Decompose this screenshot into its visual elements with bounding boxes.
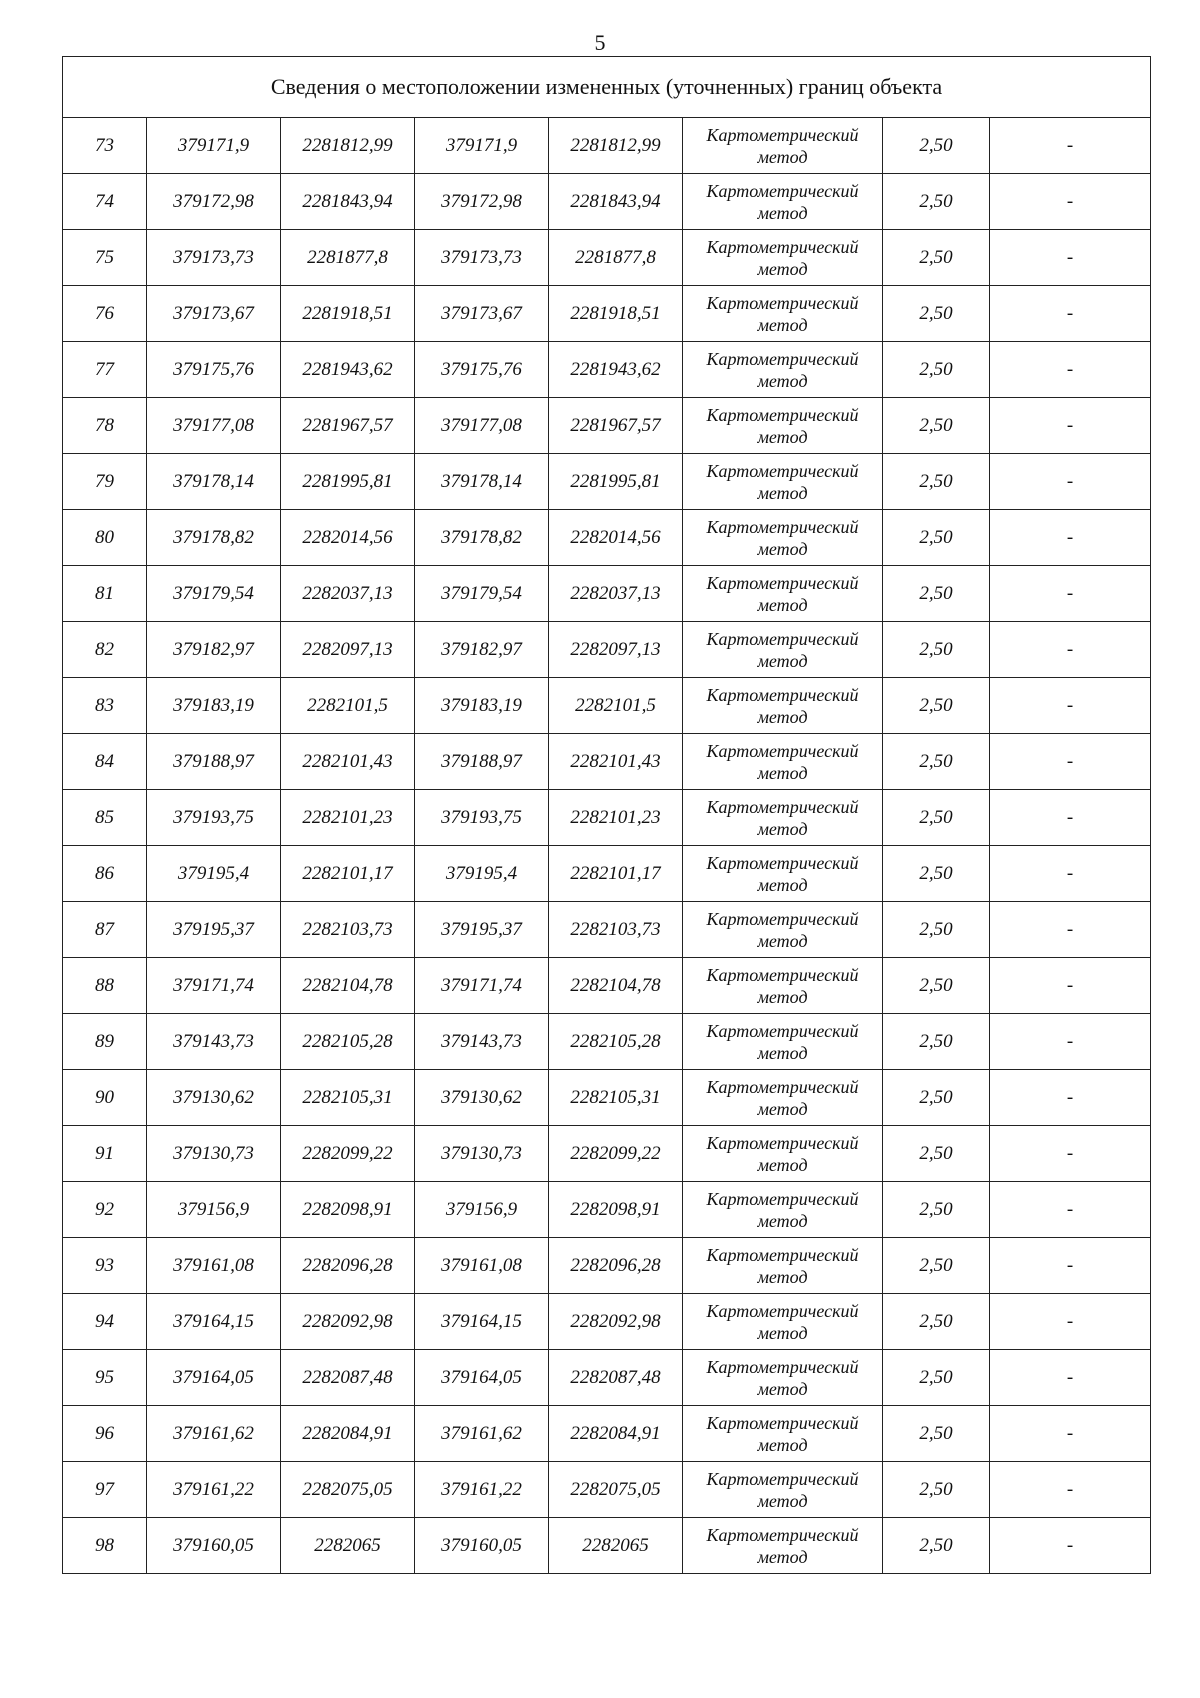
- method-cell: [683, 118, 883, 174]
- old-x-cell: 379179,54: [147, 566, 281, 622]
- old-y-cell: 2282084,91: [281, 1406, 415, 1462]
- accuracy-cell: 2,50: [883, 902, 990, 958]
- method-line-2: метод: [757, 650, 808, 671]
- new-y-cell: 2282097,13: [549, 622, 683, 678]
- old-y-cell: 2281877,8: [281, 230, 415, 286]
- new-x-cell: 379188,97: [415, 734, 549, 790]
- description-cell: -: [990, 790, 1151, 846]
- old-y-cell: 2282065: [281, 1518, 415, 1574]
- method-line-2: метод: [757, 930, 808, 951]
- old-y-cell: 2281995,81: [281, 454, 415, 510]
- method-line-1: Картометрический: [706, 964, 859, 985]
- method-line-1: Картометрический: [706, 1356, 859, 1377]
- new-y-cell: 2282014,56: [549, 510, 683, 566]
- description-cell: -: [990, 566, 1151, 622]
- old-y-cell: 2282101,23: [281, 790, 415, 846]
- old-y-cell: 2282098,91: [281, 1182, 415, 1238]
- accuracy-cell: 2,50: [883, 174, 990, 230]
- old-x-cell: 379164,05: [147, 1350, 281, 1406]
- old-x-cell: 379183,19: [147, 678, 281, 734]
- method-line-1: Картометрический: [706, 684, 859, 705]
- table-row: [63, 622, 1151, 678]
- table-row: [63, 678, 1151, 734]
- point-number-cell: 98: [63, 1518, 147, 1574]
- new-x-cell: 379178,14: [415, 454, 549, 510]
- method-line-1: Картометрический: [706, 796, 859, 817]
- method-line-2: метод: [757, 314, 808, 335]
- old-x-cell: 379164,15: [147, 1294, 281, 1350]
- method-line-2: метод: [757, 1378, 808, 1399]
- new-y-cell: 2282101,17: [549, 846, 683, 902]
- description-cell: -: [990, 1406, 1151, 1462]
- point-number-cell: 78: [63, 398, 147, 454]
- method-cell: [683, 1294, 883, 1350]
- new-y-cell: 2282087,48: [549, 1350, 683, 1406]
- old-y-cell: 2282105,31: [281, 1070, 415, 1126]
- method-line-1: Картометрический: [706, 1524, 859, 1545]
- method-line-1: Картометрический: [706, 236, 859, 257]
- description-cell: -: [990, 510, 1151, 566]
- table-row: [63, 566, 1151, 622]
- old-y-cell: 2282075,05: [281, 1462, 415, 1518]
- table-row: [63, 1518, 1151, 1574]
- point-number-cell: 74: [63, 174, 147, 230]
- point-number-cell: 93: [63, 1238, 147, 1294]
- point-number-cell: 88: [63, 958, 147, 1014]
- old-y-cell: 2282103,73: [281, 902, 415, 958]
- accuracy-cell: 2,50: [883, 454, 990, 510]
- table-title-row: [63, 57, 1151, 118]
- table-row: [63, 230, 1151, 286]
- method-line-1: Картометрический: [706, 124, 859, 145]
- method-line-1: Картометрический: [706, 572, 859, 593]
- method-line-2: метод: [757, 874, 808, 895]
- point-number-cell: 83: [63, 678, 147, 734]
- old-x-cell: 379130,73: [147, 1126, 281, 1182]
- old-y-cell: 2282104,78: [281, 958, 415, 1014]
- old-x-cell: 379161,62: [147, 1406, 281, 1462]
- new-y-cell: 2282105,31: [549, 1070, 683, 1126]
- new-x-cell: 379193,75: [415, 790, 549, 846]
- old-x-cell: 379182,97: [147, 622, 281, 678]
- point-number-cell: 92: [63, 1182, 147, 1238]
- old-x-cell: 379156,9: [147, 1182, 281, 1238]
- table-row: [63, 958, 1151, 1014]
- method-cell: [683, 1126, 883, 1182]
- old-x-cell: 379178,14: [147, 454, 281, 510]
- method-cell: [683, 342, 883, 398]
- method-cell: [683, 510, 883, 566]
- method-line-2: метод: [757, 482, 808, 503]
- method-line-2: метод: [757, 1434, 808, 1455]
- description-cell: -: [990, 1350, 1151, 1406]
- point-number-cell: 94: [63, 1294, 147, 1350]
- accuracy-cell: 2,50: [883, 958, 990, 1014]
- old-x-cell: 379195,37: [147, 902, 281, 958]
- method-cell: [683, 1518, 883, 1574]
- method-line-2: метод: [757, 762, 808, 783]
- old-x-cell: 379173,73: [147, 230, 281, 286]
- new-x-cell: 379160,05: [415, 1518, 549, 1574]
- new-x-cell: 379171,9: [415, 118, 549, 174]
- method-line-1: Картометрический: [706, 1468, 859, 1489]
- method-line-1: Картометрический: [706, 1300, 859, 1321]
- description-cell: -: [990, 678, 1151, 734]
- new-x-cell: 379130,73: [415, 1126, 549, 1182]
- table-row: [63, 790, 1151, 846]
- new-y-cell: 2282103,73: [549, 902, 683, 958]
- description-cell: -: [990, 118, 1151, 174]
- old-y-cell: 2281967,57: [281, 398, 415, 454]
- description-cell: -: [990, 1294, 1151, 1350]
- description-cell: -: [990, 1126, 1151, 1182]
- accuracy-cell: 2,50: [883, 230, 990, 286]
- description-cell: -: [990, 734, 1151, 790]
- table-row: [63, 174, 1151, 230]
- new-y-cell: 2282101,23: [549, 790, 683, 846]
- new-y-cell: 2281877,8: [549, 230, 683, 286]
- point-number-cell: 89: [63, 1014, 147, 1070]
- point-number-cell: 86: [63, 846, 147, 902]
- new-x-cell: 379175,76: [415, 342, 549, 398]
- accuracy-cell: 2,50: [883, 1182, 990, 1238]
- new-y-cell: 2282105,28: [549, 1014, 683, 1070]
- method-line-1: Картометрический: [706, 1244, 859, 1265]
- method-line-1: Картометрический: [706, 852, 859, 873]
- method-line-2: метод: [757, 706, 808, 727]
- new-y-cell: 2281843,94: [549, 174, 683, 230]
- table-row: [63, 1406, 1151, 1462]
- old-x-cell: 379160,05: [147, 1518, 281, 1574]
- new-y-cell: 2282037,13: [549, 566, 683, 622]
- new-x-cell: 379161,62: [415, 1406, 549, 1462]
- old-x-cell: 379161,22: [147, 1462, 281, 1518]
- method-line-2: метод: [757, 202, 808, 223]
- accuracy-cell: 2,50: [883, 1350, 990, 1406]
- accuracy-cell: 2,50: [883, 622, 990, 678]
- method-line-2: метод: [757, 1266, 808, 1287]
- old-y-cell: 2282101,17: [281, 846, 415, 902]
- accuracy-cell: 2,50: [883, 1406, 990, 1462]
- method-line-1: Картометрический: [706, 908, 859, 929]
- old-x-cell: 379177,08: [147, 398, 281, 454]
- table-row: [63, 118, 1151, 174]
- method-line-2: метод: [757, 538, 808, 559]
- old-y-cell: 2281918,51: [281, 286, 415, 342]
- table-row: [63, 1070, 1151, 1126]
- table-row: [63, 1182, 1151, 1238]
- method-cell: [683, 1238, 883, 1294]
- old-x-cell: 379161,08: [147, 1238, 281, 1294]
- boundary-coordinates-table: [62, 56, 1151, 1574]
- point-number-cell: 90: [63, 1070, 147, 1126]
- method-line-1: Картометрический: [706, 516, 859, 537]
- old-x-cell: 379172,98: [147, 174, 281, 230]
- accuracy-cell: 2,50: [883, 678, 990, 734]
- table-row: [63, 398, 1151, 454]
- new-x-cell: 379161,22: [415, 1462, 549, 1518]
- table-row: [63, 510, 1151, 566]
- table-row: [63, 734, 1151, 790]
- new-x-cell: 379182,97: [415, 622, 549, 678]
- accuracy-cell: 2,50: [883, 1238, 990, 1294]
- description-cell: -: [990, 1070, 1151, 1126]
- old-y-cell: 2281812,99: [281, 118, 415, 174]
- table-row: [63, 1350, 1151, 1406]
- old-x-cell: 379178,82: [147, 510, 281, 566]
- table-row: [63, 454, 1151, 510]
- table-row: [63, 1126, 1151, 1182]
- new-y-cell: 2282065: [549, 1518, 683, 1574]
- old-x-cell: 379171,9: [147, 118, 281, 174]
- description-cell: -: [990, 174, 1151, 230]
- new-x-cell: 379164,15: [415, 1294, 549, 1350]
- new-y-cell: 2281995,81: [549, 454, 683, 510]
- old-x-cell: 379130,62: [147, 1070, 281, 1126]
- old-x-cell: 379195,4: [147, 846, 281, 902]
- accuracy-cell: 2,50: [883, 398, 990, 454]
- description-cell: -: [990, 454, 1151, 510]
- method-cell: [683, 846, 883, 902]
- new-x-cell: 379172,98: [415, 174, 549, 230]
- method-line-2: метод: [757, 818, 808, 839]
- new-y-cell: 2282104,78: [549, 958, 683, 1014]
- old-x-cell: 379188,97: [147, 734, 281, 790]
- method-cell: [683, 286, 883, 342]
- old-x-cell: 379173,67: [147, 286, 281, 342]
- method-line-2: метод: [757, 594, 808, 615]
- description-cell: -: [990, 286, 1151, 342]
- new-y-cell: 2281812,99: [549, 118, 683, 174]
- old-x-cell: 379143,73: [147, 1014, 281, 1070]
- method-line-2: метод: [757, 426, 808, 447]
- accuracy-cell: 2,50: [883, 1014, 990, 1070]
- table-row: [63, 1238, 1151, 1294]
- new-y-cell: 2282084,91: [549, 1406, 683, 1462]
- description-cell: -: [990, 846, 1151, 902]
- new-x-cell: 379173,67: [415, 286, 549, 342]
- description-cell: -: [990, 1238, 1151, 1294]
- page-number: 5: [594, 30, 606, 55]
- point-number-cell: 77: [63, 342, 147, 398]
- old-y-cell: 2281843,94: [281, 174, 415, 230]
- new-x-cell: 379195,4: [415, 846, 549, 902]
- description-cell: -: [990, 1182, 1151, 1238]
- table-title: Сведения о местоположении измененных (уточненных) границ объекта: [63, 57, 1151, 118]
- new-y-cell: 2281943,62: [549, 342, 683, 398]
- method-line-1: Картометрический: [706, 740, 859, 761]
- description-cell: -: [990, 1014, 1151, 1070]
- point-number-cell: 96: [63, 1406, 147, 1462]
- old-x-cell: 379171,74: [147, 958, 281, 1014]
- table-row: [63, 286, 1151, 342]
- point-number-cell: 76: [63, 286, 147, 342]
- accuracy-cell: 2,50: [883, 510, 990, 566]
- method-cell: [683, 230, 883, 286]
- accuracy-cell: 2,50: [883, 1294, 990, 1350]
- method-cell: [683, 1350, 883, 1406]
- method-cell: [683, 902, 883, 958]
- method-cell: [683, 678, 883, 734]
- point-number-cell: 91: [63, 1126, 147, 1182]
- method-line-1: Картометрический: [706, 1076, 859, 1097]
- accuracy-cell: 2,50: [883, 118, 990, 174]
- point-number-cell: 82: [63, 622, 147, 678]
- method-line-2: метод: [757, 1154, 808, 1175]
- table-row: [63, 902, 1151, 958]
- new-y-cell: 2282075,05: [549, 1462, 683, 1518]
- new-y-cell: 2282099,22: [549, 1126, 683, 1182]
- method-line-1: Картометрический: [706, 460, 859, 481]
- description-cell: -: [990, 398, 1151, 454]
- point-number-cell: 97: [63, 1462, 147, 1518]
- method-cell: [683, 958, 883, 1014]
- old-y-cell: 2282099,22: [281, 1126, 415, 1182]
- method-cell: [683, 1406, 883, 1462]
- new-x-cell: 379156,9: [415, 1182, 549, 1238]
- method-cell: [683, 734, 883, 790]
- accuracy-cell: 2,50: [883, 342, 990, 398]
- method-line-2: метод: [757, 1490, 808, 1511]
- method-cell: [683, 454, 883, 510]
- method-line-2: метод: [757, 1210, 808, 1231]
- description-cell: -: [990, 1462, 1151, 1518]
- table-row: [63, 1462, 1151, 1518]
- description-cell: -: [990, 902, 1151, 958]
- method-cell: [683, 1182, 883, 1238]
- accuracy-cell: 2,50: [883, 286, 990, 342]
- method-cell: [683, 1014, 883, 1070]
- old-x-cell: 379175,76: [147, 342, 281, 398]
- method-line-2: метод: [757, 1546, 808, 1567]
- point-number-cell: 75: [63, 230, 147, 286]
- accuracy-cell: 2,50: [883, 1126, 990, 1182]
- accuracy-cell: 2,50: [883, 566, 990, 622]
- point-number-cell: 87: [63, 902, 147, 958]
- point-number-cell: 81: [63, 566, 147, 622]
- new-y-cell: 2281918,51: [549, 286, 683, 342]
- old-y-cell: 2282037,13: [281, 566, 415, 622]
- method-line-2: метод: [757, 986, 808, 1007]
- method-line-1: Картометрический: [706, 292, 859, 313]
- method-cell: [683, 790, 883, 846]
- new-y-cell: 2282096,28: [549, 1238, 683, 1294]
- new-x-cell: 379164,05: [415, 1350, 549, 1406]
- method-line-2: метод: [757, 1322, 808, 1343]
- accuracy-cell: 2,50: [883, 846, 990, 902]
- point-number-cell: 95: [63, 1350, 147, 1406]
- method-line-2: метод: [757, 1042, 808, 1063]
- method-cell: [683, 1462, 883, 1518]
- table-row: [63, 1294, 1151, 1350]
- method-line-1: Картометрический: [706, 1020, 859, 1041]
- old-y-cell: 2282101,5: [281, 678, 415, 734]
- new-y-cell: 2282101,43: [549, 734, 683, 790]
- old-y-cell: 2282105,28: [281, 1014, 415, 1070]
- description-cell: -: [990, 958, 1151, 1014]
- point-number-cell: 80: [63, 510, 147, 566]
- method-line-2: метод: [757, 258, 808, 279]
- new-x-cell: 379171,74: [415, 958, 549, 1014]
- new-y-cell: 2282101,5: [549, 678, 683, 734]
- old-y-cell: 2281943,62: [281, 342, 415, 398]
- point-number-cell: 84: [63, 734, 147, 790]
- new-y-cell: 2282098,91: [549, 1182, 683, 1238]
- description-cell: -: [990, 342, 1151, 398]
- accuracy-cell: 2,50: [883, 790, 990, 846]
- new-x-cell: 379179,54: [415, 566, 549, 622]
- accuracy-cell: 2,50: [883, 1518, 990, 1574]
- method-line-1: Картометрический: [706, 404, 859, 425]
- point-number-cell: 73: [63, 118, 147, 174]
- method-line-1: Картометрический: [706, 348, 859, 369]
- new-x-cell: 379173,73: [415, 230, 549, 286]
- new-y-cell: 2282092,98: [549, 1294, 683, 1350]
- old-y-cell: 2282014,56: [281, 510, 415, 566]
- new-y-cell: 2281967,57: [549, 398, 683, 454]
- accuracy-cell: 2,50: [883, 1462, 990, 1518]
- new-x-cell: 379178,82: [415, 510, 549, 566]
- method-line-1: Картометрический: [706, 1132, 859, 1153]
- method-line-2: метод: [757, 370, 808, 391]
- new-x-cell: 379143,73: [415, 1014, 549, 1070]
- method-line-1: Картометрический: [706, 1412, 859, 1433]
- method-cell: [683, 174, 883, 230]
- description-cell: -: [990, 622, 1151, 678]
- old-x-cell: 379193,75: [147, 790, 281, 846]
- method-line-1: Картометрический: [706, 1188, 859, 1209]
- table-row: [63, 342, 1151, 398]
- method-line-2: метод: [757, 146, 808, 167]
- old-y-cell: 2282087,48: [281, 1350, 415, 1406]
- accuracy-cell: 2,50: [883, 734, 990, 790]
- table-row: [63, 846, 1151, 902]
- method-line-1: Картометрический: [706, 628, 859, 649]
- old-y-cell: 2282097,13: [281, 622, 415, 678]
- old-y-cell: 2282096,28: [281, 1238, 415, 1294]
- new-x-cell: 379183,19: [415, 678, 549, 734]
- method-cell: [683, 622, 883, 678]
- description-cell: -: [990, 230, 1151, 286]
- method-cell: [683, 566, 883, 622]
- method-line-2: метод: [757, 1098, 808, 1119]
- table-row: [63, 1014, 1151, 1070]
- method-line-1: Картометрический: [706, 180, 859, 201]
- new-x-cell: 379130,62: [415, 1070, 549, 1126]
- old-y-cell: 2282092,98: [281, 1294, 415, 1350]
- new-x-cell: 379177,08: [415, 398, 549, 454]
- method-cell: [683, 1070, 883, 1126]
- accuracy-cell: 2,50: [883, 1070, 990, 1126]
- method-cell: [683, 398, 883, 454]
- description-cell: -: [990, 1518, 1151, 1574]
- new-x-cell: 379195,37: [415, 902, 549, 958]
- new-x-cell: 379161,08: [415, 1238, 549, 1294]
- point-number-cell: 79: [63, 454, 147, 510]
- old-y-cell: 2282101,43: [281, 734, 415, 790]
- point-number-cell: 85: [63, 790, 147, 846]
